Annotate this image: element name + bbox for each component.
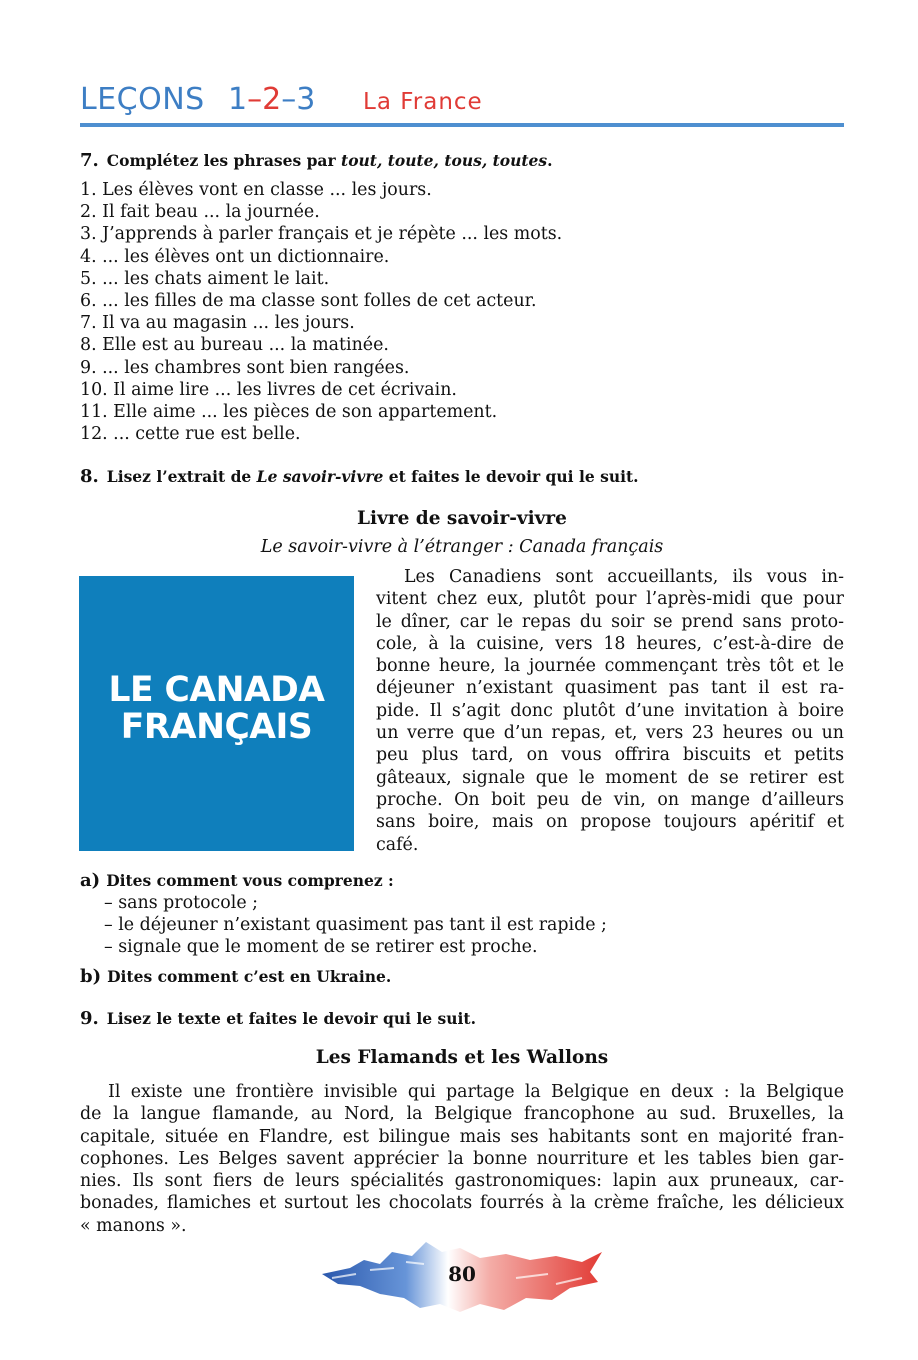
paragraph-line: déjeuner n’existant quasiment pas tant il est ra-: [376, 678, 844, 699]
paragraph-line: Les Canadiens sont accueillants, ils vous in-: [404, 567, 844, 587]
page-footer: [320, 1238, 604, 1318]
paragraph-line: cole, à la cuisine, vers 18 heures, c’est-à-dire de: [376, 633, 844, 654]
paragraph-line: « manons ».: [80, 1215, 187, 1236]
lesson-number-1: 1: [228, 82, 248, 117]
logo-line-2: FRANÇAIS: [120, 707, 313, 747]
exercise-9-number: 9.: [80, 1008, 99, 1029]
paragraph-line: pide. Il s’agit donc plutôt d’une invitation à boire: [376, 700, 844, 721]
exercise-7-number: 7.: [80, 150, 99, 171]
question-b-letter: b): [80, 966, 102, 987]
paragraph-line: de la langue flamande, au Nord, la Belgique francophone au sud. Bruxelles, la: [80, 1104, 844, 1125]
paragraph-line: capitale, située en Flandre, est bilingue mais ses habitants sont en majorité fran-: [80, 1126, 844, 1147]
question-b-text: Dites comment c’est en Ukraine.: [107, 967, 392, 986]
exercise-8-instruction-start: Lisez l’extrait de: [106, 467, 257, 486]
exercise-7-instruction-end: .: [547, 151, 553, 170]
lesson-number-3: 3: [296, 82, 316, 117]
question-a-text: Dites comment vous comprenez :: [106, 871, 394, 890]
list-item: 2. Il fait beau ... la journée.: [80, 202, 320, 223]
paragraph-line: gâteaux, signale que le moment de se retirer est: [376, 767, 844, 788]
lesson-dash-1: –: [247, 82, 263, 117]
exercise-7-instruction-italic: tout, toute, tous, toutes: [341, 151, 548, 170]
paragraph-line: proche. On boit peu de vin, on mange d’ailleurs: [376, 789, 844, 810]
belgium-paragraph: [80, 1081, 844, 1237]
text-title: Livre de savoir-vivre: [357, 508, 567, 529]
exercise-8-title: [80, 466, 639, 487]
header-rule: [80, 123, 844, 127]
list-item: 7. Il va au magasin ... les jours.: [80, 313, 355, 334]
lesson-number-2: 2: [262, 82, 282, 117]
paragraph-line: bonne heure, la journée commençant très tôt et le: [376, 656, 844, 677]
list-item: 3. J’apprends à parler français et je répète ... les mots.: [80, 224, 563, 245]
paragraph-line: café.: [376, 834, 419, 855]
list-item: 1. Les élèves vont en classe ... les jours.: [80, 180, 432, 200]
question-a: [80, 870, 394, 891]
exercise-9-instruction: Lisez le texte et faites le devoir qui le suit.: [106, 1009, 476, 1028]
exercise-8-instruction-italic: Le savoir-vivre: [256, 467, 384, 486]
lesson-topic: La France: [363, 89, 483, 115]
canada-francais-logo: [79, 576, 354, 851]
page-number: 80: [448, 1262, 476, 1286]
lessons-label: LEÇONS: [80, 82, 205, 117]
question-b: [80, 966, 391, 987]
paragraph-line: vitent chez eux, plutôt pour l’après-midi que pour: [376, 589, 844, 610]
list-item: 4. ... les élèves ont un dictionnaire.: [80, 246, 390, 267]
lesson-numbers: [228, 82, 315, 117]
lesson-dash-2: –: [281, 82, 297, 117]
paragraph-line: bonades, flamiches et surtout les chocolats fourrés à la crème fraîche, les délicieux: [80, 1193, 844, 1214]
question-a-list: [104, 892, 607, 959]
list-item: 12. ... cette rue est belle.: [80, 424, 301, 445]
question-a-letter: a): [80, 870, 101, 891]
list-item: – signale que le moment de se retirer est proche.: [104, 937, 538, 958]
list-item: 8. Elle est au bureau ... la matinée.: [80, 335, 389, 356]
text-subtitle: Le savoir-vivre à l’étranger : Canada français: [260, 537, 664, 557]
logo-text: [79, 672, 354, 746]
list-item: 9. ... les chambres sont bien rangées.: [80, 357, 410, 378]
paragraph-line: nies. Ils sont fiers de leurs spécialités gastronomiques: lapin aux pruneaux, car-: [80, 1171, 844, 1192]
exercise-7-title: [80, 150, 553, 171]
exercise-8-number: 8.: [80, 466, 99, 487]
list-item: 11. Elle aime ... les pièces de son appartement.: [80, 402, 498, 423]
exercise-9-title: [80, 1008, 476, 1029]
exercise-8-instruction-end: et faites le devoir qui le suit.: [383, 467, 639, 486]
paragraph-line: Il existe une frontière invisible qui partage la Belgique en deux : la Belgique: [108, 1082, 844, 1102]
paragraph-line: le dîner, car le repas du soir se prend sans proto-: [376, 611, 844, 632]
logo-line-1: LE CANADA: [108, 670, 325, 710]
list-item: 10. Il aime lire ... les livres de cet écrivain.: [80, 379, 457, 400]
paragraph-line: cophones. Les Belges savent apprécier la bonne nourriture et les tables bien gar-: [80, 1148, 844, 1169]
paragraph-line: un verre que d’un repas, et, vers 23 heures ou un: [376, 723, 844, 744]
canada-paragraph: [376, 566, 844, 856]
list-item: 6. ... les filles de ma classe sont folles de cet acteur.: [80, 291, 537, 312]
list-item: – sans protocole ;: [104, 893, 258, 913]
exercise-7-list: [80, 179, 680, 445]
paragraph-line: sans boire, mais on propose toujours apéritif et: [376, 812, 844, 833]
text-title-flamands: Les Flamands et les Wallons: [315, 1047, 609, 1068]
list-item: – le déjeuner n’existant quasiment pas tant il est rapide ;: [104, 915, 607, 936]
exercise-7-instruction: Complétez les phrases par: [106, 151, 342, 170]
list-item: 5. ... les chats aiment le lait.: [80, 268, 330, 289]
paragraph-line: peu plus tard, on vous offrira biscuits et petits: [376, 745, 844, 766]
